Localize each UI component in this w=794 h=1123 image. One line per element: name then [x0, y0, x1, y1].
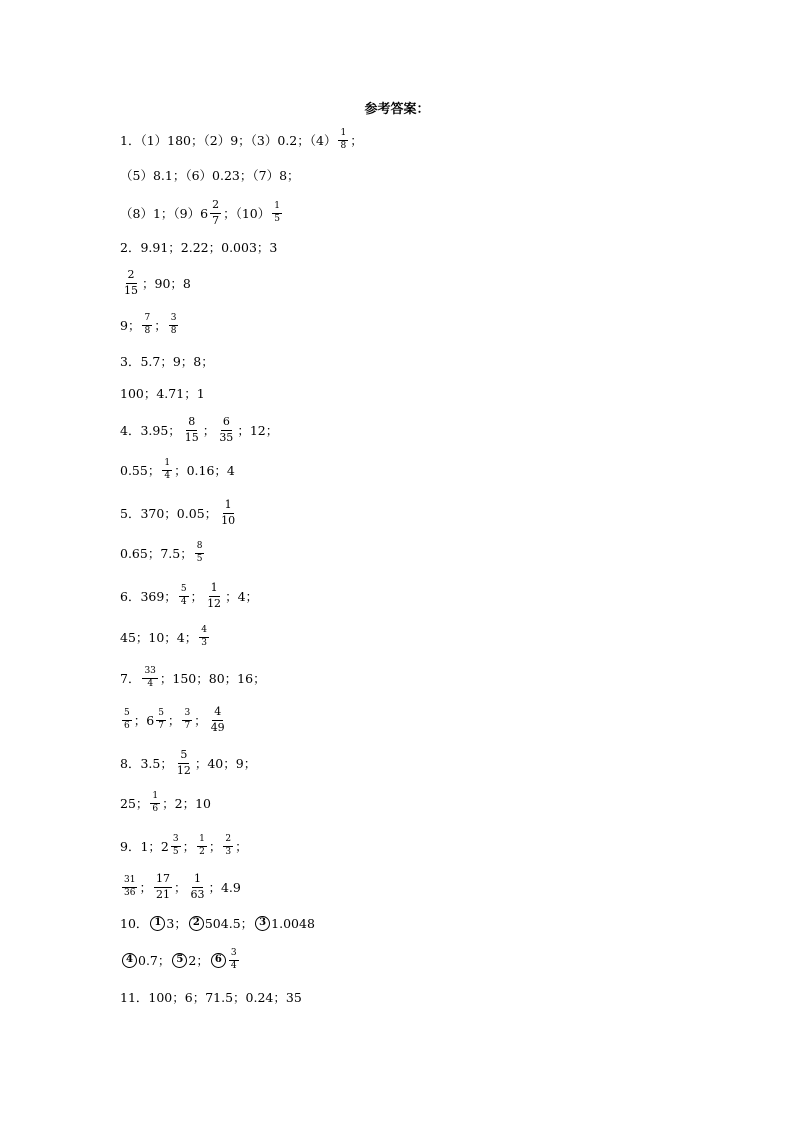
answer-text: ；	[208, 839, 222, 854]
answer-text: 10．	[120, 916, 149, 931]
fraction-numerator: 1	[223, 499, 234, 513]
fraction	[199, 626, 209, 649]
fraction-numerator: 33	[142, 667, 157, 679]
answer-text: ；40；9；	[194, 756, 257, 771]
fraction	[122, 876, 137, 899]
fraction	[154, 873, 172, 900]
fraction-numerator: 4	[212, 706, 223, 720]
fraction-numerator: 8	[186, 416, 197, 430]
fraction-numerator: 31	[122, 876, 137, 888]
answer-text: ；	[350, 133, 363, 148]
fraction-denominator: 6	[152, 803, 159, 814]
fraction-numerator: 1	[150, 792, 160, 804]
answer-text: 504.5；	[204, 916, 254, 931]
fraction	[183, 416, 201, 443]
answer-text: ；4.9	[208, 880, 241, 895]
answer-text: ；	[173, 880, 187, 895]
fraction-numerator: 1	[338, 129, 348, 141]
fraction-denominator: 4	[180, 596, 187, 607]
answer-line	[120, 867, 241, 907]
fraction-denominator: 5	[274, 213, 280, 224]
answer-line	[120, 700, 229, 740]
answer-line	[120, 373, 205, 413]
fraction	[142, 314, 152, 337]
fraction-numerator: 1	[272, 202, 282, 214]
answer-line	[120, 155, 300, 195]
fraction-denominator: 35	[219, 430, 234, 444]
fraction-numerator: 7	[142, 314, 152, 326]
fraction-denominator: 5	[196, 553, 203, 564]
fraction-denominator: 5	[172, 846, 179, 857]
fraction-numerator: 2	[126, 269, 137, 283]
fraction-denominator: 8	[170, 325, 177, 336]
fraction-denominator: 4	[147, 678, 154, 689]
fraction-denominator: 2	[199, 846, 205, 857]
answer-text: 0.55；	[120, 463, 161, 478]
fraction-denominator: 7	[184, 720, 191, 731]
fraction-denominator: 7	[212, 213, 220, 227]
answer-line	[120, 783, 211, 823]
answer-text: （5）8.1；（6）0.23；（7）8；	[120, 168, 300, 183]
fraction-denominator: 15	[184, 430, 199, 444]
fraction	[142, 667, 157, 690]
answer-line	[120, 533, 206, 573]
answer-text: ；2；10	[162, 796, 211, 811]
circled-number: 2	[189, 916, 204, 931]
fraction-numerator: 3	[169, 314, 179, 326]
fraction-denominator: 8	[144, 325, 151, 336]
answer-line	[120, 743, 256, 783]
answer-text: ；	[154, 318, 167, 333]
answer-text: （8）1；（9）6	[120, 206, 209, 221]
fraction-denominator: 8	[340, 140, 347, 151]
answer-text: 6．369；	[120, 589, 177, 604]
fraction-numerator: 5	[122, 709, 132, 721]
circled-number: 1	[150, 916, 165, 931]
answer-text: 3．5.7；9；8；	[120, 354, 214, 369]
fraction	[122, 709, 132, 732]
answer-text: 9；	[120, 318, 141, 333]
fraction-denominator: 36	[124, 887, 136, 898]
fraction	[197, 835, 207, 858]
fraction-denominator: 15	[124, 283, 138, 297]
answer-text: 2；	[188, 953, 209, 968]
fraction-numerator: 1	[209, 582, 220, 596]
fraction	[209, 706, 227, 733]
fraction-denominator: 6	[124, 720, 130, 731]
fraction	[205, 582, 223, 609]
fraction-denominator: 10	[221, 513, 236, 527]
answer-text: 9．1；2	[120, 839, 169, 854]
fraction-denominator: 49	[210, 720, 225, 734]
answer-text: 4．3.95；	[120, 423, 181, 438]
answer-text: ；	[235, 839, 248, 854]
fraction-denominator: 63	[190, 887, 205, 901]
fraction-numerator: 3	[229, 949, 239, 961]
answer-text: ；	[167, 713, 181, 728]
answer-text: 3；	[166, 916, 187, 931]
fraction-numerator: 4	[199, 626, 209, 638]
answer-text: ；12；	[237, 423, 279, 438]
answer-text: ；6	[133, 713, 155, 728]
answer-text: 0.7；	[138, 953, 171, 968]
answer-line	[120, 410, 278, 450]
answer-text: 25；	[120, 796, 149, 811]
fraction	[272, 202, 282, 225]
fraction-denominator: 3	[201, 637, 207, 648]
fraction-numerator: 5	[156, 709, 166, 721]
answer-line	[120, 940, 241, 980]
answer-line	[120, 227, 277, 267]
answer-line	[120, 450, 235, 490]
fraction-numerator: 8	[195, 542, 205, 554]
answer-text: 7．	[120, 671, 141, 686]
fraction-numerator: 1	[197, 835, 207, 847]
fraction-denominator: 7	[158, 720, 164, 731]
answer-text: ；4；	[225, 589, 259, 604]
page-title: 参考答案：	[364, 102, 430, 117]
fraction	[188, 873, 206, 900]
fraction-numerator: 2	[210, 199, 221, 213]
answer-text: 0.65；7.5；	[120, 546, 193, 561]
answer-line	[120, 305, 180, 345]
fraction-numerator: 3	[171, 835, 181, 847]
fraction	[229, 949, 239, 972]
fraction-numerator: 3	[182, 709, 192, 721]
answer-text: ；0.16；4	[174, 463, 235, 478]
answer-line	[120, 576, 258, 616]
answer-text: 8．3.5；	[120, 756, 173, 771]
answer-text: 1．（1）180；（2）9；（3）0.2；（4）	[120, 133, 337, 148]
fraction-denominator: 12	[176, 763, 191, 777]
fraction-numerator: 1	[192, 873, 203, 887]
answer-text: 1.0048	[271, 915, 315, 931]
answer-line	[120, 263, 191, 303]
circled-number: 3	[255, 916, 270, 931]
answer-text: 11．100；6；71.5；0.24；35	[120, 990, 302, 1005]
answer-text: 2．9.91；2.22；0.003；3	[120, 240, 278, 255]
answer-text: 5．370；0.05；	[120, 506, 218, 521]
fraction-numerator: 2	[223, 835, 233, 847]
answer-text: ；（10）	[223, 206, 271, 221]
answer-text: ；	[194, 713, 207, 728]
answer-line	[120, 658, 266, 698]
circled-number: 6	[211, 953, 226, 968]
fraction	[217, 416, 235, 443]
fraction	[223, 835, 233, 858]
fraction-numerator: 1	[162, 459, 172, 471]
fraction-numerator: 17	[154, 873, 172, 887]
fraction	[150, 792, 160, 815]
fraction-denominator: 3	[225, 846, 232, 857]
answer-text: ；150；80；16；	[159, 671, 266, 686]
fraction	[182, 709, 192, 732]
fraction	[169, 314, 179, 337]
answer-text: 100；4.71；1	[120, 386, 205, 401]
fraction	[171, 835, 181, 858]
fraction-denominator: 21	[155, 887, 170, 901]
fraction	[179, 585, 189, 608]
answer-text: ；	[190, 589, 204, 604]
answer-text: ；90；8	[142, 276, 191, 291]
answer-line	[120, 903, 315, 943]
fraction-numerator: 5	[179, 585, 189, 597]
answer-line	[120, 617, 211, 657]
answer-text: ；	[202, 423, 216, 438]
fraction	[162, 459, 172, 482]
fraction-numerator: 5	[178, 749, 189, 763]
answer-text: ；	[139, 880, 152, 895]
answer-line	[120, 826, 248, 866]
fraction-denominator: 4	[230, 960, 237, 971]
fraction-denominator: 12	[207, 596, 222, 610]
fraction	[219, 499, 237, 526]
fraction-denominator: 4	[164, 470, 171, 481]
fraction	[195, 542, 205, 565]
answer-text: 45；10；4；	[120, 630, 198, 645]
circled-number: 5	[172, 953, 187, 968]
answer-text: ；	[182, 839, 196, 854]
answer-line	[120, 977, 302, 1017]
fraction	[210, 199, 221, 226]
fraction	[338, 129, 348, 152]
fraction	[156, 709, 166, 732]
fraction	[175, 749, 193, 776]
answer-line	[120, 493, 239, 533]
answer-line	[120, 120, 363, 160]
fraction	[122, 269, 140, 296]
fraction-numerator: 6	[221, 416, 232, 430]
circled-number: 4	[122, 953, 137, 968]
